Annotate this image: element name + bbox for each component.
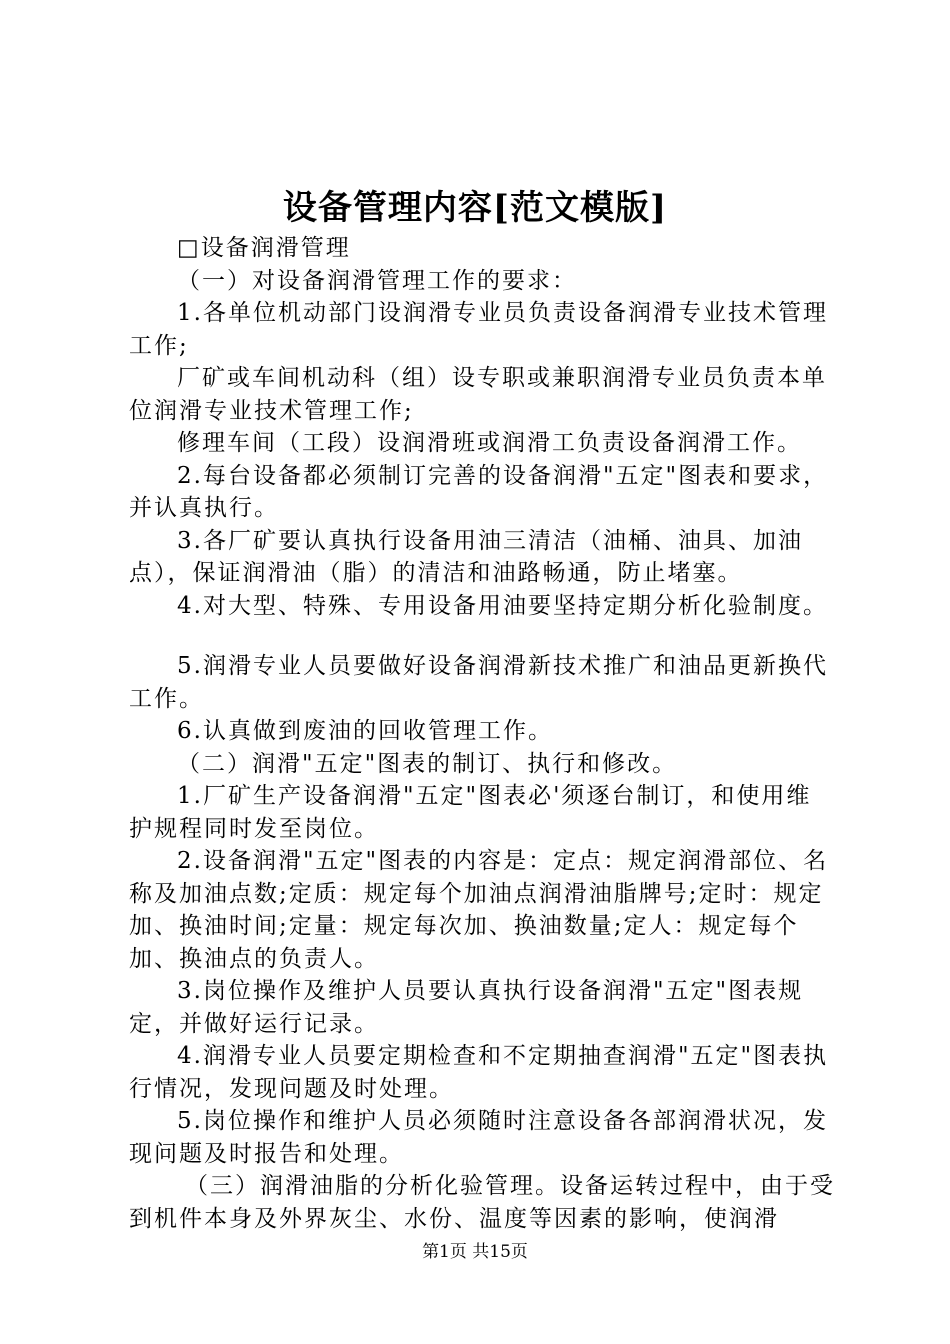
body-paragraph: 5.润滑专业人员要做好设备润滑新技术推广和油品更新换代工作。 — [129, 653, 828, 712]
subsection-heading: （三）润滑油脂的分析化验管理。设备运转过程中，由于受到机件本身及外界灰尘、水份、温度等因素的影响，使润滑 — [129, 1173, 835, 1232]
body-paragraph: 1.各单位机动部门设润滑专业员负责设备润滑专业技术管理工作; — [129, 300, 828, 359]
body-paragraph: 2.每台设备都必须制订完善的设备润滑"五定"图表和要求，并认真执行。 — [129, 462, 829, 521]
body-paragraph: 5.岗位操作和维护人员必须随时注意设备各部润滑状况，发现问题及时报告和处理。 — [129, 1108, 828, 1167]
subsection-heading: （二）润滑"五定"图表的制订、执行和修改。 — [177, 750, 678, 777]
page-number-footer: 第1页 共15页 — [422, 1242, 528, 1262]
body-paragraph: 1.厂矿生产设备润滑"五定"图表必'须逐台制订，和使用维护规程同时发至岗位。 — [129, 783, 812, 842]
body-paragraph: 4.润滑专业人员要定期检查和不定期抽查润滑"五定"图表执行情况，发现问题及时处理。 — [129, 1043, 829, 1102]
subsection-heading: （一）对设备润滑管理工作的要求： — [177, 267, 577, 294]
body-paragraph: 4.对大型、特殊、专用设备用油要坚持定期分析化验制度。 — [177, 592, 828, 619]
page-title: 设备管理内容[范文模版] — [282, 188, 668, 228]
body-paragraph: 厂矿或车间机动科（组）设专职或兼职润滑专业员负责本单位润滑专业技术管理工作; — [129, 365, 827, 424]
body-paragraph: 3.岗位操作及维护人员要认真执行设备润滑"五定"图表规定，并做好运行记录。 — [129, 978, 804, 1037]
body-paragraph: 修理车间（工段）设润滑班或润滑工负责设备润滑工作。 — [177, 430, 802, 456]
section-heading: □设备润滑管理 — [177, 235, 351, 261]
body-paragraph: 6.认真做到废油的回收管理工作。 — [177, 718, 553, 744]
body-paragraph: 3.各厂矿要认真执行设备用油三清洁（油桶、油具、加油点），保证润滑油（脂）的清洁和油路畅通，防止堵塞。 — [129, 527, 803, 586]
document-body — [129, 232, 835, 1235]
body-paragraph: 2.设备润滑"五定"图表的内容是：定点：规定润滑部位、名称及加油点数;定质：规定每个加油点润滑油脂牌号;定时：规定加、换油时间;定量：规定每次加、换油数量;定人：规定每个加、换油点的负责人。 — [129, 848, 829, 972]
